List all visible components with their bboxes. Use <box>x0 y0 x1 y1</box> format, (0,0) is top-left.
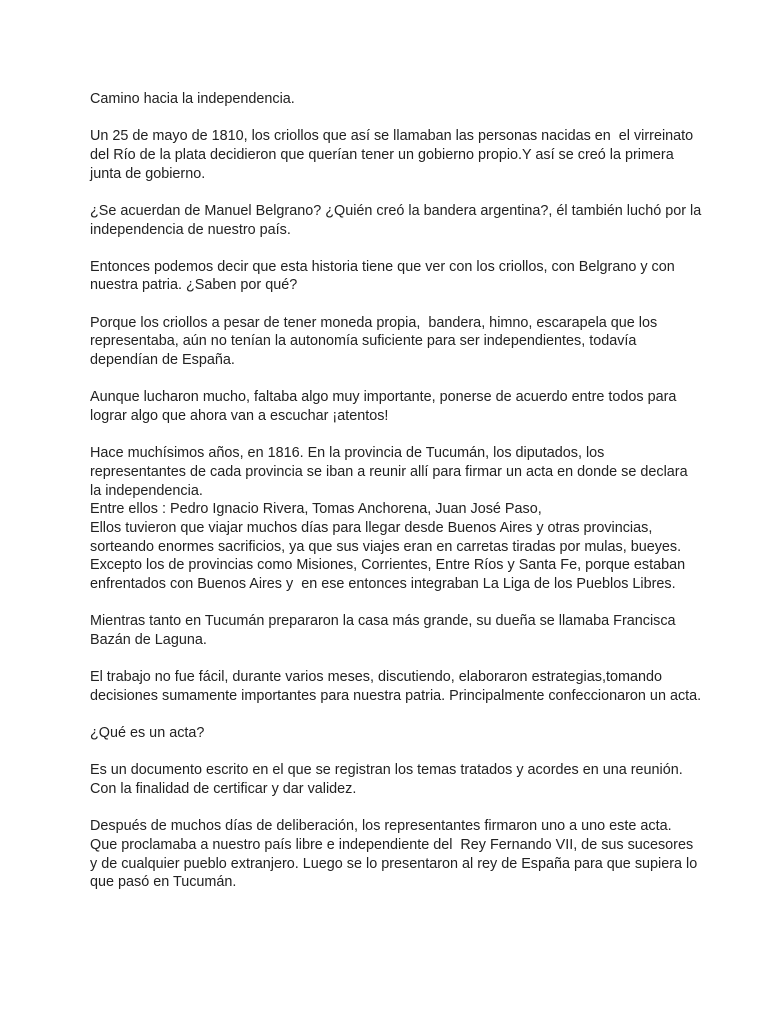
paragraph <box>90 668 702 705</box>
text-line: Camino hacia la independencia. <box>90 91 295 107</box>
text-line: Entonces podemos decir que esta historia tiene que ver con los criollos, con Belgrano y con <box>90 258 675 275</box>
paragraph <box>90 314 688 370</box>
paragraph <box>90 202 702 239</box>
text-line: Porque los criollos a pesar de tener moneda propia, bandera, himno, escarapela que los <box>90 314 658 331</box>
text-line: ¿Qué es un acta? <box>90 725 205 742</box>
text-line: Ellos tuvieron que viajar muchos días para llegar desde Buenos Aires y otras provincias, <box>90 519 653 536</box>
paragraph <box>90 258 688 295</box>
text-line: Excepto los de provincias como Misiones, Corrientes, Entre Ríos y Santa Fe, porque estaban <box>90 557 686 574</box>
text-line: representaba, aún no tenían la autonomía suficiente para ser independientes, todavía <box>90 333 637 350</box>
text-line: sorteando enormes sacrificios, ya que sus viajes eran en carretas tiradas por mulas, bueyes. <box>90 538 682 555</box>
text-line: enfrentados con Buenos Aires y en ese entonces integraban La Liga de los Pueblos Libres. <box>90 576 676 593</box>
text-line: Con la finalidad de certificar y dar validez. <box>90 780 357 797</box>
text-line: la independencia. <box>90 482 203 499</box>
text-line: Después de muchos días de deliberación, los representantes firmaron uno a uno este acta. <box>90 818 672 835</box>
text-line: nuestra patria. ¿Saben por qué? <box>90 277 298 294</box>
text-line: ¿Se acuerdan de Manuel Belgrano? ¿Quién creó la bandera argentina?, él también luchó por la <box>90 202 702 219</box>
text-line: junta de gobierno. <box>90 165 206 182</box>
text-line: Un 25 de mayo de 1810, los criollos que así se llamaban las personas nacidas en el virreinato <box>90 128 694 145</box>
paragraph <box>90 612 688 649</box>
text-line: dependían de España. <box>90 352 235 369</box>
paragraph <box>90 127 694 183</box>
text-line: del Río de la plata decidieron que querían tener un gobierno propio.Y así se creó la primera <box>90 146 674 163</box>
text-line: Aunque lucharon mucho, faltaba algo muy importante, ponerse de acuerdo entre todos para <box>90 389 677 406</box>
paragraph <box>90 724 688 743</box>
paragraph <box>90 388 688 425</box>
text-line: El trabajo no fue fácil, durante varios meses, discutiendo, elaboraron estrategias,tomando <box>90 669 662 686</box>
text-line: Es un documento escrito en el que se registran los temas tratados y acordes en una reunión. <box>90 762 683 779</box>
paragraph <box>90 761 688 798</box>
paragraph <box>90 817 698 892</box>
document-body <box>90 90 702 892</box>
text-line: Que proclamaba a nuestro país libre e independiente del Rey Fernando VII, de sus sucesores <box>90 836 694 853</box>
text-line: Hace muchísimos años, en 1816. En la provincia de Tucumán, los diputados, los <box>90 445 605 462</box>
paragraph <box>90 90 688 109</box>
paragraph <box>90 444 688 594</box>
text-line: Mientras tanto en Tucumán prepararon la casa más grande, su dueña se llamaba Francisca <box>90 613 676 630</box>
text-line: independencia de nuestro país. <box>90 221 291 238</box>
text-line: lograr algo que ahora van a escuchar ¡atentos! <box>90 407 389 424</box>
text-line: que pasó en Tucumán. <box>90 874 237 891</box>
text-line: y de cualquier pueblo extranjero. Luego se lo presentaron al rey de España para que supiera lo <box>90 855 698 872</box>
text-line: Entre ellos : Pedro Ignacio Rivera, Tomas Anchorena, Juan José Paso, <box>90 501 542 518</box>
text-line: decisiones sumamente importantes para nuestra patria. Principalmente confeccionaron un acta. <box>90 687 702 704</box>
text-line: representantes de cada provincia se iban a reunir allí para firmar un acta en donde se declara <box>90 463 688 480</box>
text-line: Bazán de Laguna. <box>90 631 207 648</box>
